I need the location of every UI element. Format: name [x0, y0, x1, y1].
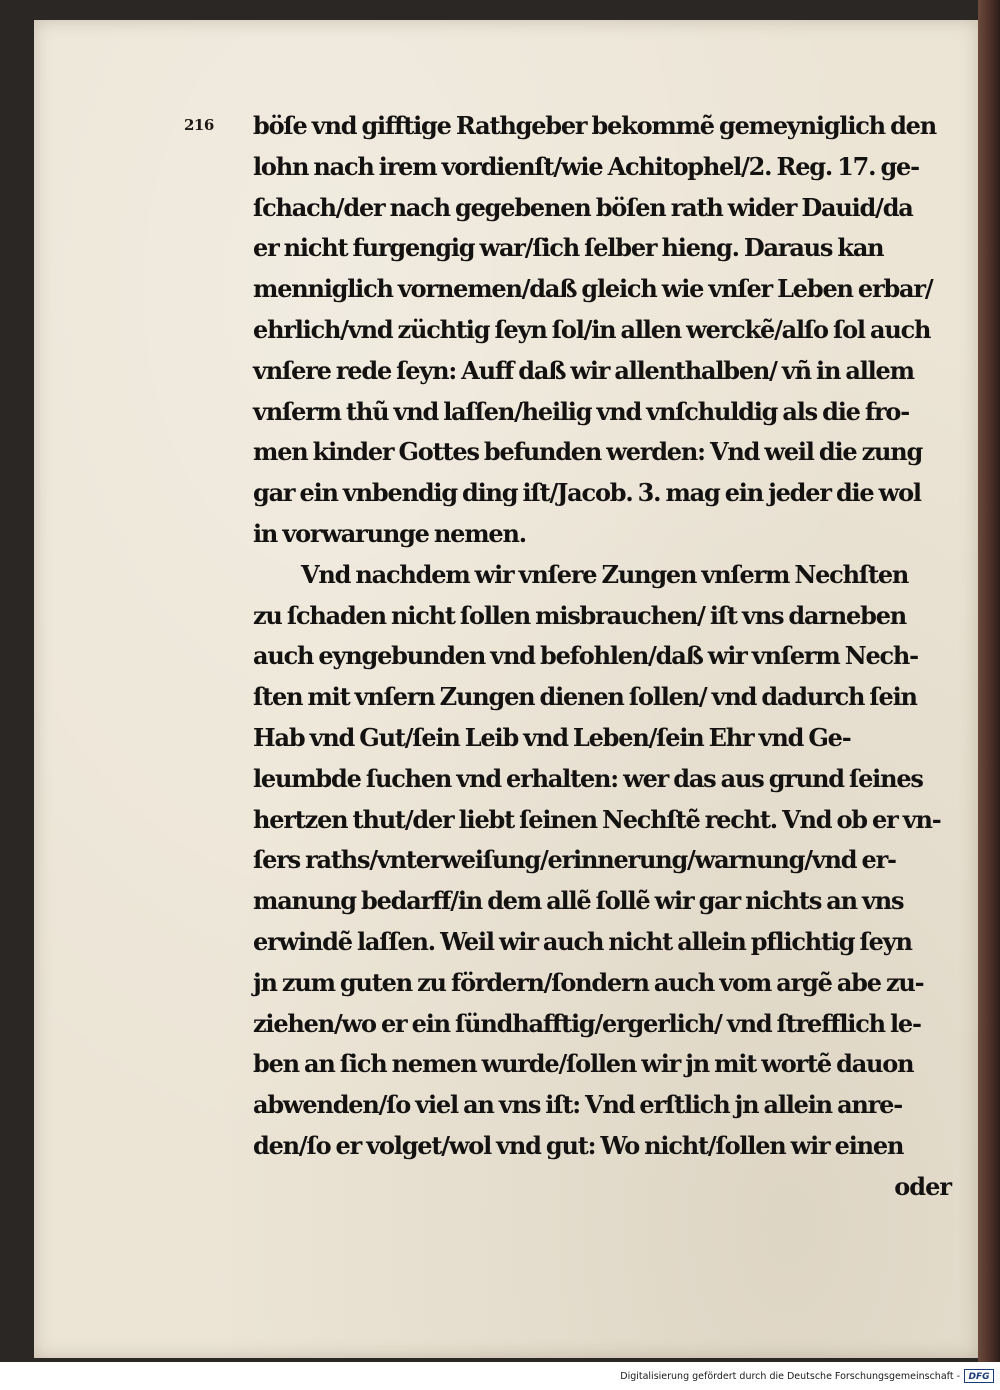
body-text [253, 106, 963, 1207]
text-line: ſchach/der nach gegebenen böſen rath wider Dauid/da [253, 192, 913, 222]
text-line: lohn nach irem vordienſt/wie Achitophel/2. Reg. 17. ge- [253, 151, 919, 181]
text-line: ehrlich/vnd züchtig ſeyn ſol/in allen werckẽ/alſo ſol auch [253, 314, 931, 344]
text-line: ziehen/wo er ein ſündhafftig/ergerlich/ vnd ſtrefflich le- [253, 1008, 921, 1038]
text-line: er nicht furgengig war/ſich ſelber hieng. Daraus kan [253, 233, 884, 263]
funding-credit: Digitalisierung gefördert durch die Deutsche Forschungsgemeinschaft - [620, 1371, 960, 1382]
dfg-logo: DFG [964, 1369, 994, 1383]
text-line: böſe vnd gifftige Rathgeber bekommẽ gemeyniglich den [253, 111, 936, 140]
text-line: zu ſchaden nicht ſollen misbrauchen/ iſt vns darneben [253, 600, 907, 630]
text-line: den/ſo er volget/wol vnd gut: Wo nicht/ſollen wir einen [253, 1130, 904, 1160]
book-page-edge [978, 0, 1000, 1362]
text-line: ben an ſich nemen wurde/ſollen wir jn mit wortẽ dauon [253, 1049, 914, 1079]
text-line: Hab vnd Gut/ſein Leib vnd Leben/ſein Ehr vnd Ge- [253, 722, 851, 752]
text-line: jn zum guten zu fördern/ſondern auch vom argẽ abe zu- [253, 967, 924, 997]
text-line: gar ein vnbendig ding iſt/Jacob. 3. mag ein jeder die wol [253, 478, 921, 508]
text-line: auch eyngebunden vnd befohlen/daß wir vnſerm Nech- [253, 641, 918, 671]
text-line: erwindẽ laſſen. Weil wir auch nicht allein pflichtig ſeyn [253, 926, 912, 956]
text-line: hertzen thut/der liebt ſeinen Nechſtẽ recht. Vnd ob er vn- [253, 804, 941, 834]
text-line: menniglich vornemen/daß gleich wie vnſer Leben erbar/ [253, 274, 933, 304]
text-line: vnſere rede ſeyn: Auff daß wir allenthalben/ vñ in allem [253, 355, 914, 385]
text-line: abwenden/ſo viel an vns iſt: Vnd erſtlich jn allein anre- [253, 1090, 902, 1120]
footer-bar [0, 1362, 1000, 1390]
text-line: in vorwarunge nemen. [253, 518, 526, 548]
text-line: ſten mit vnſern Zungen dienen ſollen/ vnd dadurch ſein [253, 682, 917, 712]
page-number: 216 [184, 116, 214, 134]
text-line: vnſerm thũ vnd laſſen/heilig vnd vnſchuldig als die fro- [253, 396, 909, 426]
text-line: ſers raths/vnterweiſung/erinnerung/warnung/vnd er- [253, 845, 896, 875]
paragraph-start-line: Vnd nachdem wir vnſere Zungen vnſerm Nechſten [301, 559, 909, 589]
text-line: manung bedarff/in dem allẽ ſollẽ wir gar nichts an vns [253, 886, 904, 916]
catchword: oder [894, 1171, 951, 1201]
text-line: men kinder Gottes befunden werden: Vnd weil die zung [253, 437, 923, 467]
text-line: leumbde ſuchen vnd erhalten: wer das aus grund ſeines [253, 763, 923, 793]
